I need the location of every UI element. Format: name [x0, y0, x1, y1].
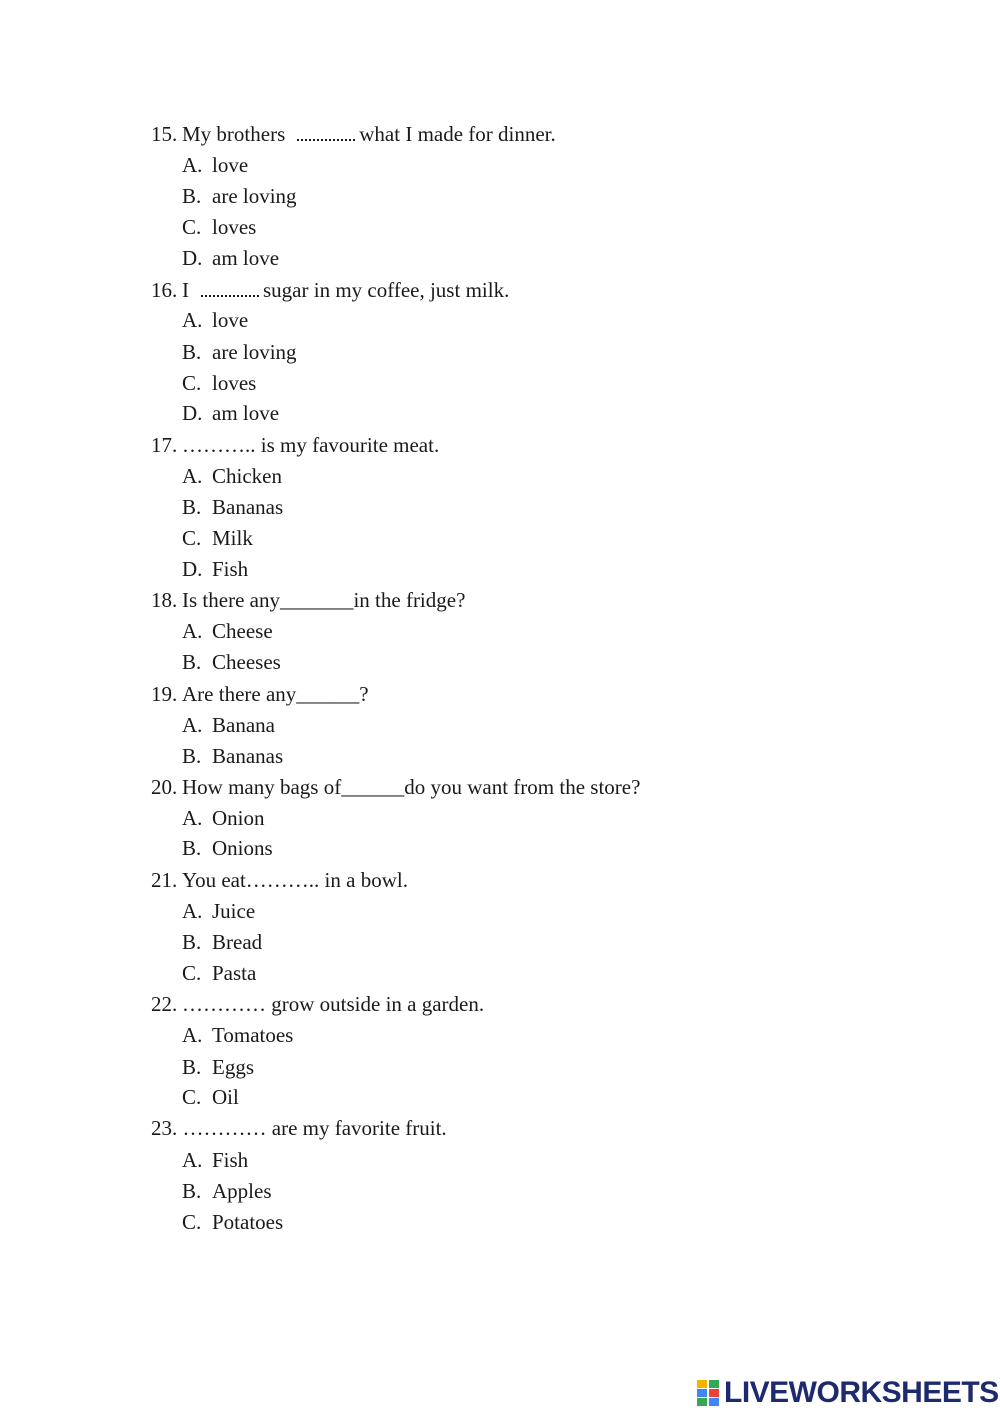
option-text: Cheeses	[212, 650, 281, 674]
option-letter: D.	[182, 246, 203, 270]
option-text: loves	[212, 371, 257, 395]
option-letter: B.	[182, 1055, 202, 1079]
question-text: Are there any______?	[182, 682, 369, 706]
question-text: You eat……….. in a bowl.	[182, 868, 408, 892]
option-text: are loving	[212, 340, 297, 364]
option-letter: A.	[182, 308, 203, 332]
option-letter: D.	[182, 557, 203, 581]
option-letter: B.	[182, 930, 202, 954]
option-text: Chicken	[212, 464, 282, 488]
option-letter: B.	[182, 650, 202, 674]
option-letter: C.	[182, 961, 202, 985]
question-text	[182, 119, 556, 149]
option-text: Oil	[212, 1085, 239, 1109]
option-letter: B.	[182, 744, 202, 768]
option-text: Milk	[212, 526, 253, 550]
question-text-after: what I made for dinner.	[359, 122, 556, 146]
option-text: Banana	[212, 713, 275, 737]
answer-blank[interactable]	[201, 281, 259, 297]
option-text: Cheese	[212, 619, 273, 643]
option-text: Apples	[212, 1179, 272, 1203]
option-text: Fish	[212, 1148, 249, 1172]
option-letter: B.	[182, 836, 202, 860]
option-text: loves	[212, 215, 257, 239]
answer-blank[interactable]	[297, 125, 355, 141]
question-number: 19.	[151, 682, 178, 706]
option-letter: B.	[182, 495, 202, 519]
option-letter: A.	[182, 464, 203, 488]
option-letter: D.	[182, 401, 203, 425]
option-text: love	[212, 308, 249, 332]
liveworksheets-logo[interactable]	[697, 1377, 999, 1409]
option-text: Bananas	[212, 744, 284, 768]
option-text: Fish	[212, 557, 249, 581]
option-text: Eggs	[212, 1055, 254, 1079]
question-number: 17.	[151, 433, 178, 457]
question-number: 20.	[151, 775, 178, 799]
option-letter: C.	[182, 1210, 202, 1234]
option-letter: A.	[182, 1023, 203, 1047]
question-number: 16.	[151, 278, 178, 302]
option-text: am love	[212, 401, 280, 425]
option-letter: B.	[182, 184, 202, 208]
question-number: 15.	[151, 122, 178, 146]
question-text-after: sugar in my coffee, just milk.	[263, 278, 510, 302]
option-text: love	[212, 153, 249, 177]
option-letter: A.	[182, 899, 203, 923]
question-number: 22.	[151, 992, 178, 1016]
option-letter: B.	[182, 340, 202, 364]
question-text-before: I	[182, 278, 189, 302]
liveworksheets-logo-icon	[697, 1379, 721, 1407]
option-letter: A.	[182, 806, 203, 830]
question-text: Is there any_______in the fridge?	[182, 588, 466, 612]
question-number: 21.	[151, 868, 178, 892]
option-letter: C.	[182, 215, 202, 239]
option-text: Onion	[212, 806, 265, 830]
option-text: Bananas	[212, 495, 284, 519]
option-text: are loving	[212, 184, 297, 208]
question-text: ……….. is my favourite meat.	[182, 433, 440, 457]
option-letter: A.	[182, 153, 203, 177]
question-text: 23. ………… are my favorite fruit.	[151, 1116, 447, 1140]
option-text: Tomatoes	[212, 1023, 294, 1047]
question-text: ………… grow outside in a garden.	[182, 992, 485, 1016]
option-letter: A.	[182, 713, 203, 737]
option-letter: A.	[182, 619, 203, 643]
option-letter: A.	[182, 1148, 203, 1172]
logo-text: LIVEWORKSHEETS	[724, 1376, 999, 1409]
question-text: How many bags of______do you want from the store?	[182, 775, 641, 799]
option-letter: C.	[182, 526, 202, 550]
option-text: Onions	[212, 836, 273, 860]
option-letter: B.	[182, 1179, 202, 1203]
question-text-before: My brothers	[182, 122, 286, 146]
option-text: Bread	[212, 930, 263, 954]
question-number: 18.	[151, 588, 178, 612]
option-text: am love	[212, 246, 280, 270]
option-text: Pasta	[212, 961, 257, 985]
option-text: Juice	[212, 899, 256, 923]
question-text	[182, 275, 509, 305]
option-letter: C.	[182, 1085, 202, 1109]
option-text: Potatoes	[212, 1210, 284, 1234]
option-letter: C.	[182, 371, 202, 395]
